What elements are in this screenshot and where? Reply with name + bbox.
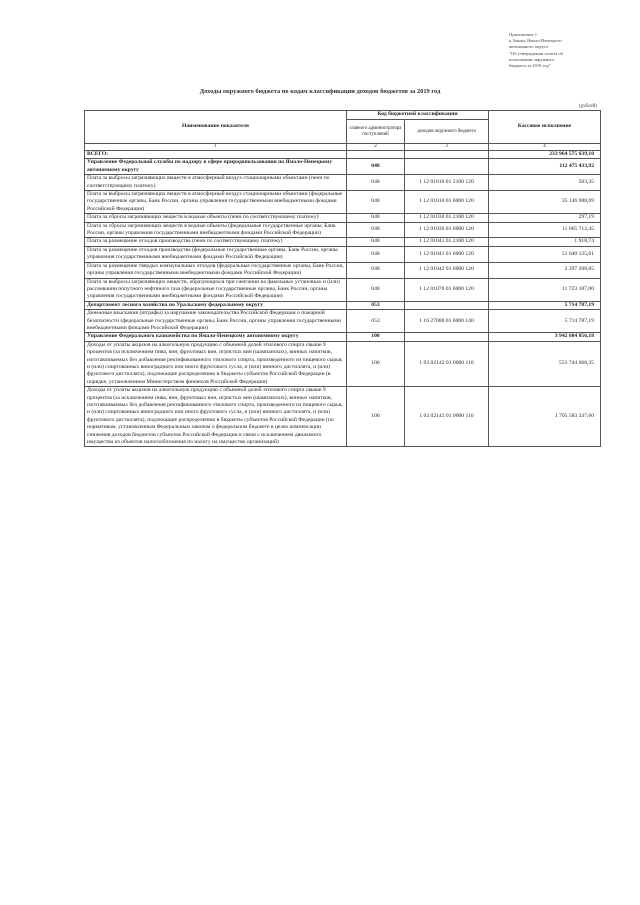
row-admin-code: 048 (347, 262, 405, 278)
row-name: Доходы от уплаты акцизов на алкогольную продукцию с объемной долей этилового спирта свыше 9 процентов (за исключением пива, вин, фруктовых вин, игристых вин (шампанских), винных напитков, изготавливаемых без добавления ректификованного этилового спирта, произведенного из пищевого сырья, и (или) спиртованных виноградного или иного фруктового сусла, и (или) винного дистиллята, и (или) фруктового дистиллята), подлежащие распределению в бюджеты субъектов Российской Федерации (в порядке, установленном Министерством финансов Российской Федерации) (85, 341, 347, 386)
document-title: Доходы окружного бюджета по кодам классификации доходов бюджетов за 2019 год (199, 88, 441, 95)
row-amount: 503,35 (489, 175, 601, 191)
row-income-code: 1 12 01041 01 6000 120 (405, 246, 489, 262)
row-income-code: 1 16 27000 01 6000 140 (405, 310, 489, 333)
row-admin-code: 048 (347, 278, 405, 301)
row-amount: 5 714 787,19 (489, 301, 601, 309)
total-label: ВСЕГО: (85, 151, 347, 159)
total-amount: 233 964 575 639,10 (489, 151, 601, 159)
row-income-code: 1 12 01030 01 2100 120 (405, 214, 489, 222)
row-amount: 1 918,74 (489, 238, 601, 246)
table-row (85, 159, 601, 175)
header-income: доходов окружного бюджета (405, 120, 489, 144)
table-row (85, 387, 601, 447)
row-name: Управление Федерального казначейства по Ямало-Ненецкому автономному округу (85, 333, 347, 341)
units-label: (рублей) (579, 104, 598, 109)
row-admin-code: 100 (347, 341, 405, 386)
row-name: Плата за сбросы загрязняющих веществ в водные объекты (федеральные государственные органы, Банк России, органы управления государственными внебюджетными фондами Российской Федерации) (85, 222, 347, 238)
table-row (85, 222, 601, 238)
table-row (85, 278, 601, 301)
column-number: 2 (347, 144, 405, 151)
row-admin-code: 100 (347, 333, 405, 341)
row-amount: 3 942 684 856,18 (489, 333, 601, 341)
annex-line: автономного округа (509, 44, 548, 50)
row-income-code (405, 159, 489, 175)
row-name: Плата за выбросы загрязняющих веществ в атмосферный воздух стационарными объектами (федеральные государственные органы, Банк России, органы управления государственными внебюджетными фондами Российской Федерации) (85, 191, 347, 214)
row-income-code (405, 333, 489, 341)
row-amount: 297,19 (489, 214, 601, 222)
annex-note (509, 32, 629, 69)
header-executed: Кассовое исполнение (489, 111, 601, 144)
row-amount: 2 297 208,85 (489, 262, 601, 278)
row-income-code: 1 03 02142 01 0000 110 (405, 341, 489, 386)
row-income-code: 1 03 02143 01 0000 110 (405, 387, 489, 447)
row-income-code: 1 12 01030 01 6000 120 (405, 222, 489, 238)
row-admin-code: 048 (347, 246, 405, 262)
row-name: Департамент лесного хозяйства по Уральскому федеральному округу (85, 301, 347, 309)
row-amount: 51 640 125,61 (489, 246, 601, 262)
table-row (85, 301, 601, 309)
table-row (85, 341, 601, 386)
row-admin-code: 048 (347, 159, 405, 175)
row-name: Денежные взыскания (штрафы) за нарушение законодательства Российской Федерации о пожарной безопасности (федеральные государственные органы, Банк России, органы управления государственными внебюджетными фондами Российской Федерации) (85, 310, 347, 333)
row-admin-code: 100 (347, 387, 405, 447)
table-row (85, 214, 601, 222)
row-income-code: 1 12 01041 01 2100 120 (405, 238, 489, 246)
row-amount: 11 665 712,45 (489, 222, 601, 238)
row-income-code: 1 12 01042 01 6000 120 (405, 262, 489, 278)
row-name: Плата за размещение отходов производства (пени по соответствующему платежу) (85, 238, 347, 246)
row-income-code: 1 12 01070 01 6000 120 (405, 278, 489, 301)
row-amount: 112 475 433,92 (489, 159, 601, 175)
table-row (85, 238, 601, 246)
row-name: Плата за размещение отходов производства (федеральные государственные органы, Банк России, органы управления государственными внебюджетными фондами Российской Федерации) (85, 246, 347, 262)
row-income-code: 1 12 01010 01 6000 120 (405, 191, 489, 214)
revenue-table (84, 110, 601, 447)
row-income-code (405, 301, 489, 309)
row-amount: 553 744 668,35 (489, 341, 601, 386)
annex-line: к Закону Ямало-Ненецкого (509, 38, 562, 44)
row-name: Управление Федеральной службы по надзору в сфере природопользования по Ямало-Ненецкому автономному округу (85, 159, 347, 175)
annex-line: Приложение 1 (509, 32, 538, 37)
annex-line: исполнении окружного (509, 56, 555, 62)
header-name: Наименование показателя (85, 111, 347, 144)
row-admin-code: 048 (347, 214, 405, 222)
header-kbk-group: Код бюджетной классификации (347, 111, 489, 120)
row-admin-code: 048 (347, 238, 405, 246)
row-amount: 1 705 583 337,60 (489, 387, 601, 447)
column-number: 3 (405, 144, 489, 151)
table-row (85, 333, 601, 341)
annex-line: "Об утверждении отчета об (509, 50, 564, 56)
table-row (85, 246, 601, 262)
row-name: Плата за размещение твердых коммунальных отходов (федеральные государственные органы, Банк России, органы управления государственными внебюджетными фондами Российской Федерации) (85, 262, 347, 278)
table-row (85, 262, 601, 278)
header-admin: главного администратора поступлений (347, 120, 405, 144)
annex-line: бюджета за 2019 год" (509, 63, 551, 69)
column-number: 4 (489, 144, 601, 151)
row-name: Доходы от уплаты акцизов на алкогольную продукцию с объемной долей этилового спирта свыше 9 процентов (за исключением пива, вин, фруктовых вин, игристых вин (шампанских), винных напитков, изготавливаемых без добавления ректификованного этилового спирта, произведенного из пищевого сырья, и (или) спиртованных виноградного или иного фруктового сусла, и (или) винного дистиллята, и (или) фруктового дистиллята), подлежащие распределению в бюджеты субъектов Российской Федерации (по нормативам, установленным Федеральным законом о федеральном бюджете в целях компенсации снижения доходов бюджетов субъектов Российской Федерации в связи с исключением движимого имущества из объектов налогообложения по налогу на имущество организаций) (85, 387, 347, 447)
row-admin-code: 053 (347, 310, 405, 333)
row-admin-code: 048 (347, 175, 405, 191)
row-admin-code: 048 (347, 191, 405, 214)
row-amount: 35 146 088,69 (489, 191, 601, 214)
row-amount: 5 714 787,19 (489, 310, 601, 333)
row-admin-code: 053 (347, 301, 405, 309)
table-row (85, 191, 601, 214)
row-name: Плата за сбросы загрязняющих веществ в водные объекты (пени по соответствующему платежу) (85, 214, 347, 222)
row-amount: 11 723 187,00 (489, 278, 601, 301)
table-row (85, 310, 601, 333)
row-admin-code: 048 (347, 222, 405, 238)
row-name: Плата за выбросы загрязняющих веществ в атмосферный воздух стационарными объектами (пени по соответствующему платежу) (85, 175, 347, 191)
row-income-code: 1 12 01010 01 2100 120 (405, 175, 489, 191)
row-name: Плата за выбросы загрязняющих веществ, образующихся при сжигании на факельных установках и (или) рассеивании попутного нефтяного газа (федеральные государственные органы, Банк России, органы управления государственными внебюджетными фондами Российской Федерации) (85, 278, 347, 301)
column-number: 1 (85, 144, 347, 151)
table-row (85, 175, 601, 191)
